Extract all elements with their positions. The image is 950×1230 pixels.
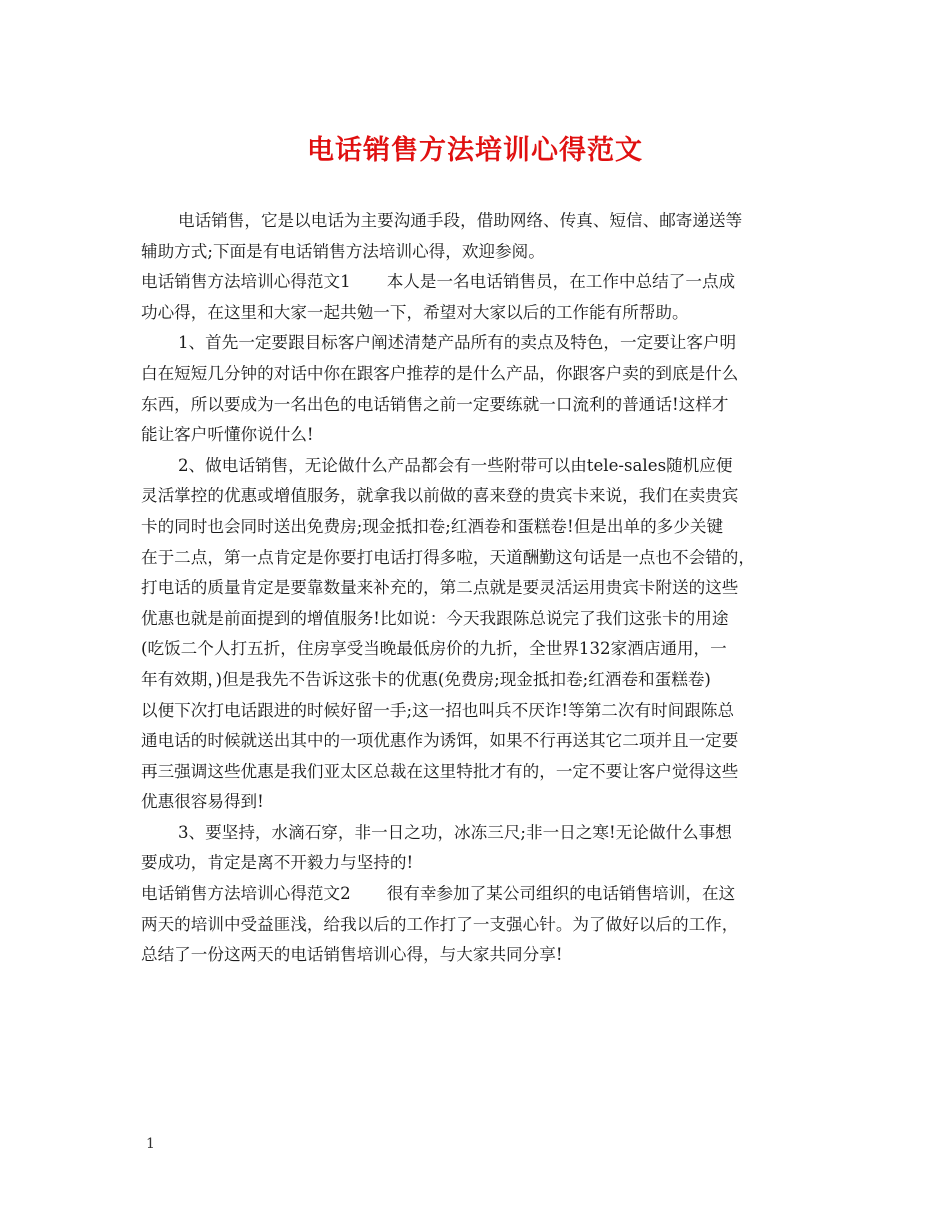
sample-2-heading: 电话销售方法培训心得范文2 — [141, 884, 351, 904]
sample-1-line-2: 功心得，在这里和大家一起共勉一下，希望对大家以后的工作能有所帮助。 — [141, 302, 689, 322]
document-body — [141, 206, 821, 971]
point-2-line-5: 打电话的质量肯定是要靠数量来补充的，第二点就是要灵活运用贵宾卡附送的这些 — [141, 578, 739, 598]
sample-1-heading: 电话销售方法培训心得范文1 — [141, 272, 351, 292]
point-2-line-4: 在于二点，第一点肯定是你要打电话打得多啦，天道酬勤这句话是一点也不会错的， — [141, 547, 755, 567]
point-2-line-3: 卡的同时也会同时送出免费房;现金抵扣卷;红酒卷和蛋糕卷!但是出单的多少关键 — [141, 516, 724, 536]
sample-2-opening: 很有幸参加了某公司组织的电话销售培训，在这 — [386, 884, 736, 904]
sample-2-line-3: 总结了一份这两天的电话销售培训心得，与大家共同分享! — [141, 945, 563, 965]
point-2-line-1: 2、做电话销售，无论做什么产品都会有一些附带可以由tele-sales随机应便 — [178, 455, 733, 475]
point-1-line-1: 1、首先一定要跟目标客户阐述清楚产品所有的卖点及特色，一定要让客户明 — [178, 333, 737, 353]
point-2-line-10: 通电话的时候就送出其中的一项优惠作为诱饵，如果不行再送其它二项并且一定要 — [141, 731, 739, 751]
sample-1-opening: 本人是一名电话销售员，在工作中总结了一点成 — [386, 272, 736, 292]
point-1-line-3: 东西，所以要成为一名出色的电话销售之前一定要练就一口流利的普通话!这样才 — [141, 394, 729, 414]
document-title: 电话销售方法培训心得范文 — [307, 135, 643, 166]
point-2-line-9: 以便下次打电话跟进的时候好留一手;这一招也叫兵不厌诈!等第二次有时间跟陈总 — [141, 700, 735, 720]
paragraph-intro-line-1: 电话销售，它是以电话为主要沟通手段，借助网络、传真、短信、邮寄递送等 — [178, 211, 743, 230]
sample-1-heading-line — [141, 267, 821, 298]
point-1-line-2: 白在短短几分钟的对话中你在跟客户推荐的是什么产品，你跟客户卖的到底是什么 — [141, 363, 739, 383]
paragraph-intro-line-2: 辅助方式;下面是有电话销售方法培训心得，欢迎参阅。 — [141, 241, 545, 261]
point-2-line-12: 优惠很容易得到! — [141, 792, 264, 812]
point-2-line-8: 年有效期，)但是我先不告诉这张卡的优惠(免费房;现金抵扣卷;红酒卷和蛋糕卷) — [141, 669, 711, 689]
page-number: 1 — [146, 1136, 155, 1152]
point-1-line-4: 能让客户听懂你说什么! — [141, 425, 314, 445]
point-3-line-2: 要成功，肯定是离不开毅力与坚持的! — [141, 853, 414, 873]
point-3-line-1: 3、要坚持，水滴石穿，非一日之功，冰冻三尺;非一日之寒!无论做什么事想 — [178, 822, 732, 842]
point-2-line-11: 再三强调这些优惠是我们亚太区总裁在这里特批才有的，一定不要让客户觉得这些 — [141, 761, 739, 781]
point-2-line-2: 灵活掌控的优惠或增值服务，就拿我以前做的喜来登的贵宾卡来说，我们在卖贵宾 — [141, 486, 739, 506]
sample-2-line-2: 两天的培训中受益匪浅，给我以后的工作打了一支强心针。为了做好以后的工作， — [141, 914, 739, 934]
sample-2-heading-line — [141, 879, 821, 910]
point-2-line-6: 优惠也就是前面提到的增值服务!比如说：今天我跟陈总说完了我们这张卡的用途 — [141, 608, 729, 628]
point-2-line-7: (吃饭二个人打五折，住房享受当晚最低房价的九折，全世界132家酒店通用，一 — [141, 639, 727, 659]
